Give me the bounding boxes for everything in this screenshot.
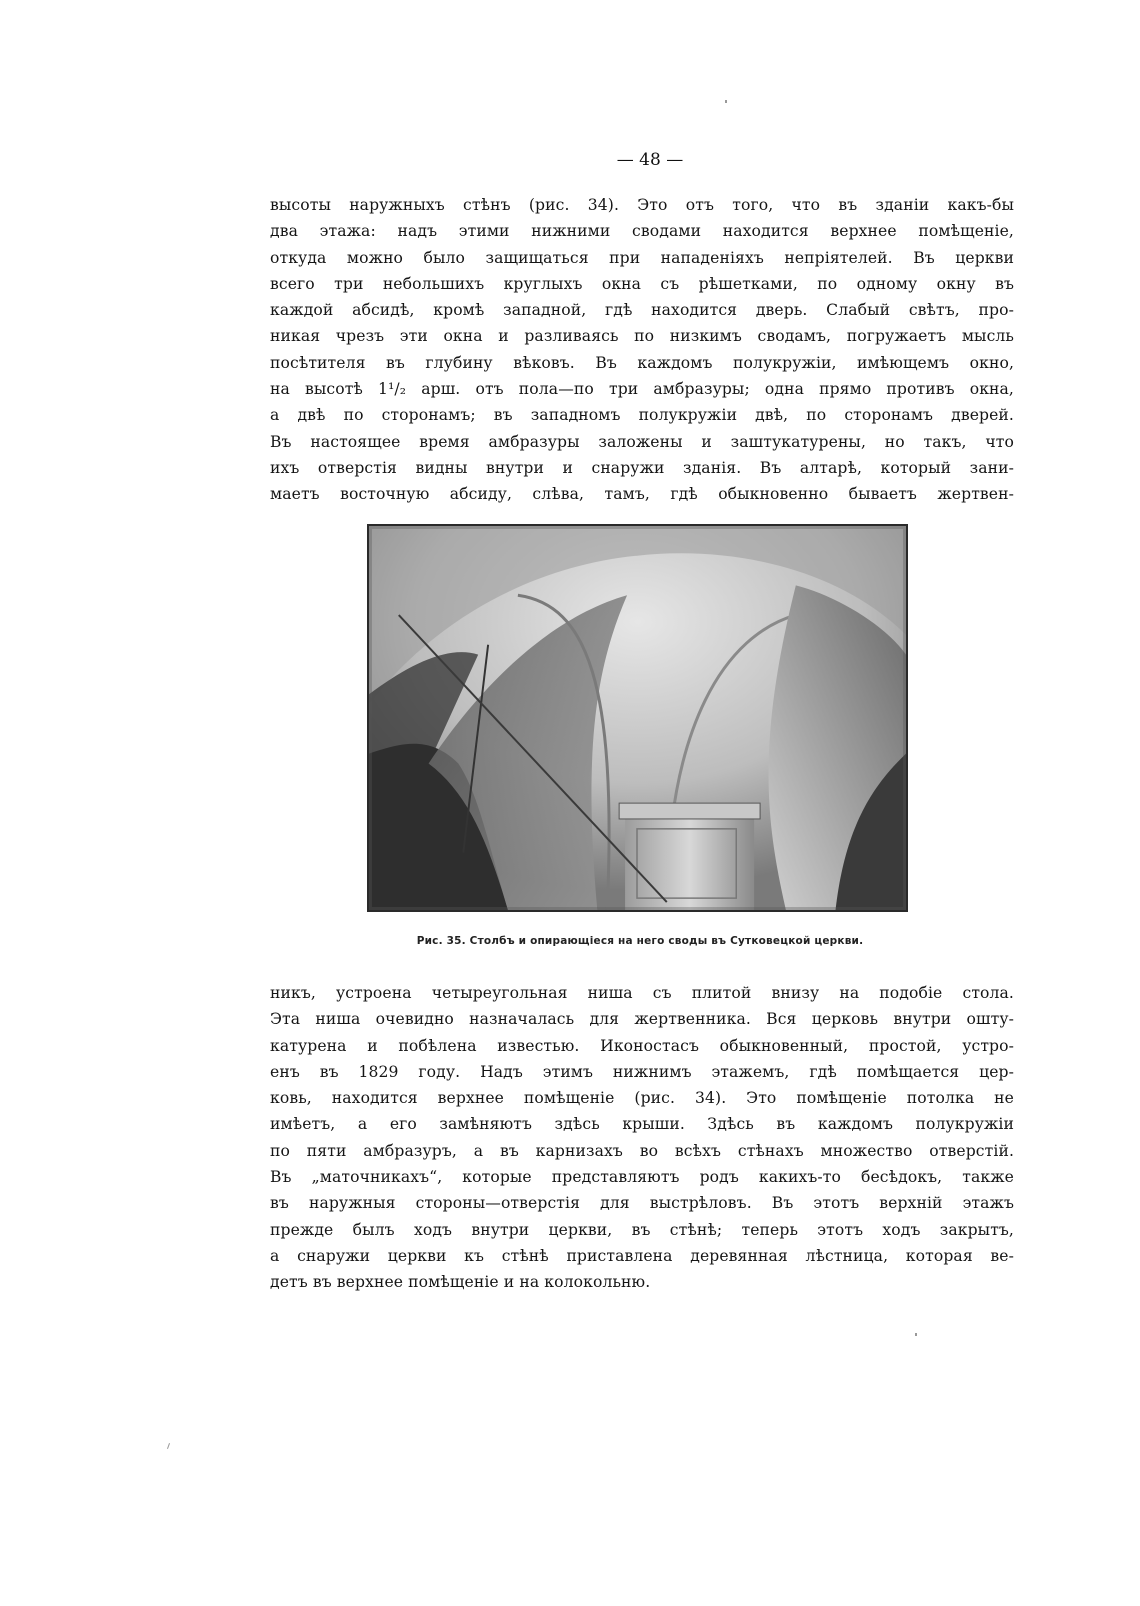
text-line: а снаружи церкви къ стѣнѣ приставлена деревянная лѣстница, которая ве-	[270, 1246, 1014, 1265]
text-line: на высотѣ 1¹/₂ арш. отъ пола—по три амбразуры; одна прямо противъ окна,	[270, 380, 1014, 399]
text-line: высоты наружныхъ стѣнъ (рис. 34). Это отъ того, что въ зданіи какъ-бы	[270, 196, 1014, 214]
text-line: каждой абсидѣ, кромѣ западной, гдѣ находится дверь. Слабый свѣтъ, про-	[270, 301, 1014, 320]
text-line: детъ въ верхнее помѣщеніе и на колокольню.	[270, 1273, 651, 1292]
text-line: въ наружныя стороны—отверстія для выстрѣловъ. Въ этотъ верхній этажъ	[270, 1194, 1014, 1213]
text-line: по пяти амбразуръ, а въ карнизахъ во всѣхъ стѣнахъ множество отверстій.	[270, 1141, 1014, 1160]
text-line: ковь, находится верхнее помѣщеніе (рис. 34). Это помѣщеніе потолка не	[270, 1089, 1014, 1108]
text-line: Въ „маточникахъ“, которые представляютъ родъ какихъ-то бесѣдокъ, также	[270, 1168, 1014, 1187]
figure-photo-vaults	[367, 524, 908, 912]
text-line: енъ въ 1829 году. Надъ этимъ нижнимъ этажемъ, гдѣ помѣщается цер-	[270, 1062, 1014, 1081]
figure-caption: Рис. 35. Столбъ и опирающіеся на него своды въ Сутковецкой церкви.	[416, 935, 864, 947]
text-line: всего три небольшихъ круглыхъ окна съ рѣшетками, по одному окну въ	[270, 274, 1014, 293]
scan-speck	[167, 1443, 170, 1449]
text-line: никая чрезъ эти окна и разливаясь по низкимъ сводамъ, погружаетъ мысль	[270, 327, 1014, 346]
text-line: Эта ниша очевидно назначалась для жертвенника. Вся церковь внутри ошту-	[270, 1010, 1014, 1029]
paragraph-top	[270, 192, 1014, 508]
text-line: катурена и побѣлена известью. Иконостасъ обыкновенный, простой, устро-	[270, 1036, 1014, 1055]
scan-speck	[915, 1333, 917, 1336]
scan-speck	[725, 100, 727, 103]
text-line: Въ настоящее время амбразуры заложены и заштукатурены, но такъ, что	[270, 432, 1014, 451]
text-line: никъ, устроена четыреугольная ниша съ плитой внизу на подобіе стола.	[270, 984, 1014, 1002]
text-line: ихъ отверстія видны внутри и снаружи зданія. Въ алтарѣ, который зани-	[270, 458, 1014, 477]
text-line: маетъ восточную абсиду, слѣва, тамъ, гдѣ обыкновенно бываетъ жертвен-	[270, 485, 1014, 504]
text-line: откуда можно было защищаться при нападеніяхъ непріятелей. Въ церкви	[270, 248, 1014, 267]
text-line: имѣетъ, а его замѣняютъ здѣсь крыши. Здѣсь въ каждомъ полукружіи	[270, 1115, 1014, 1134]
text-line: прежде былъ ходъ внутри церкви, въ стѣнѣ; теперь этотъ ходъ закрытъ,	[270, 1220, 1014, 1239]
paragraph-bottom	[270, 980, 1014, 1296]
text-line: а двѣ по сторонамъ; въ западномъ полукружіи двѣ, по сторонамъ дверей.	[270, 406, 1014, 425]
text-line: посѣтителя въ глубину вѣковъ. Въ каждомъ полукружіи, имѣющемъ окно,	[270, 353, 1014, 372]
vault-photo-icon	[369, 526, 906, 910]
text-line: два этажа: надъ этими нижними сводами находится верхнее помѣщеніе,	[270, 222, 1014, 241]
page-number: — 48 —	[616, 150, 684, 170]
